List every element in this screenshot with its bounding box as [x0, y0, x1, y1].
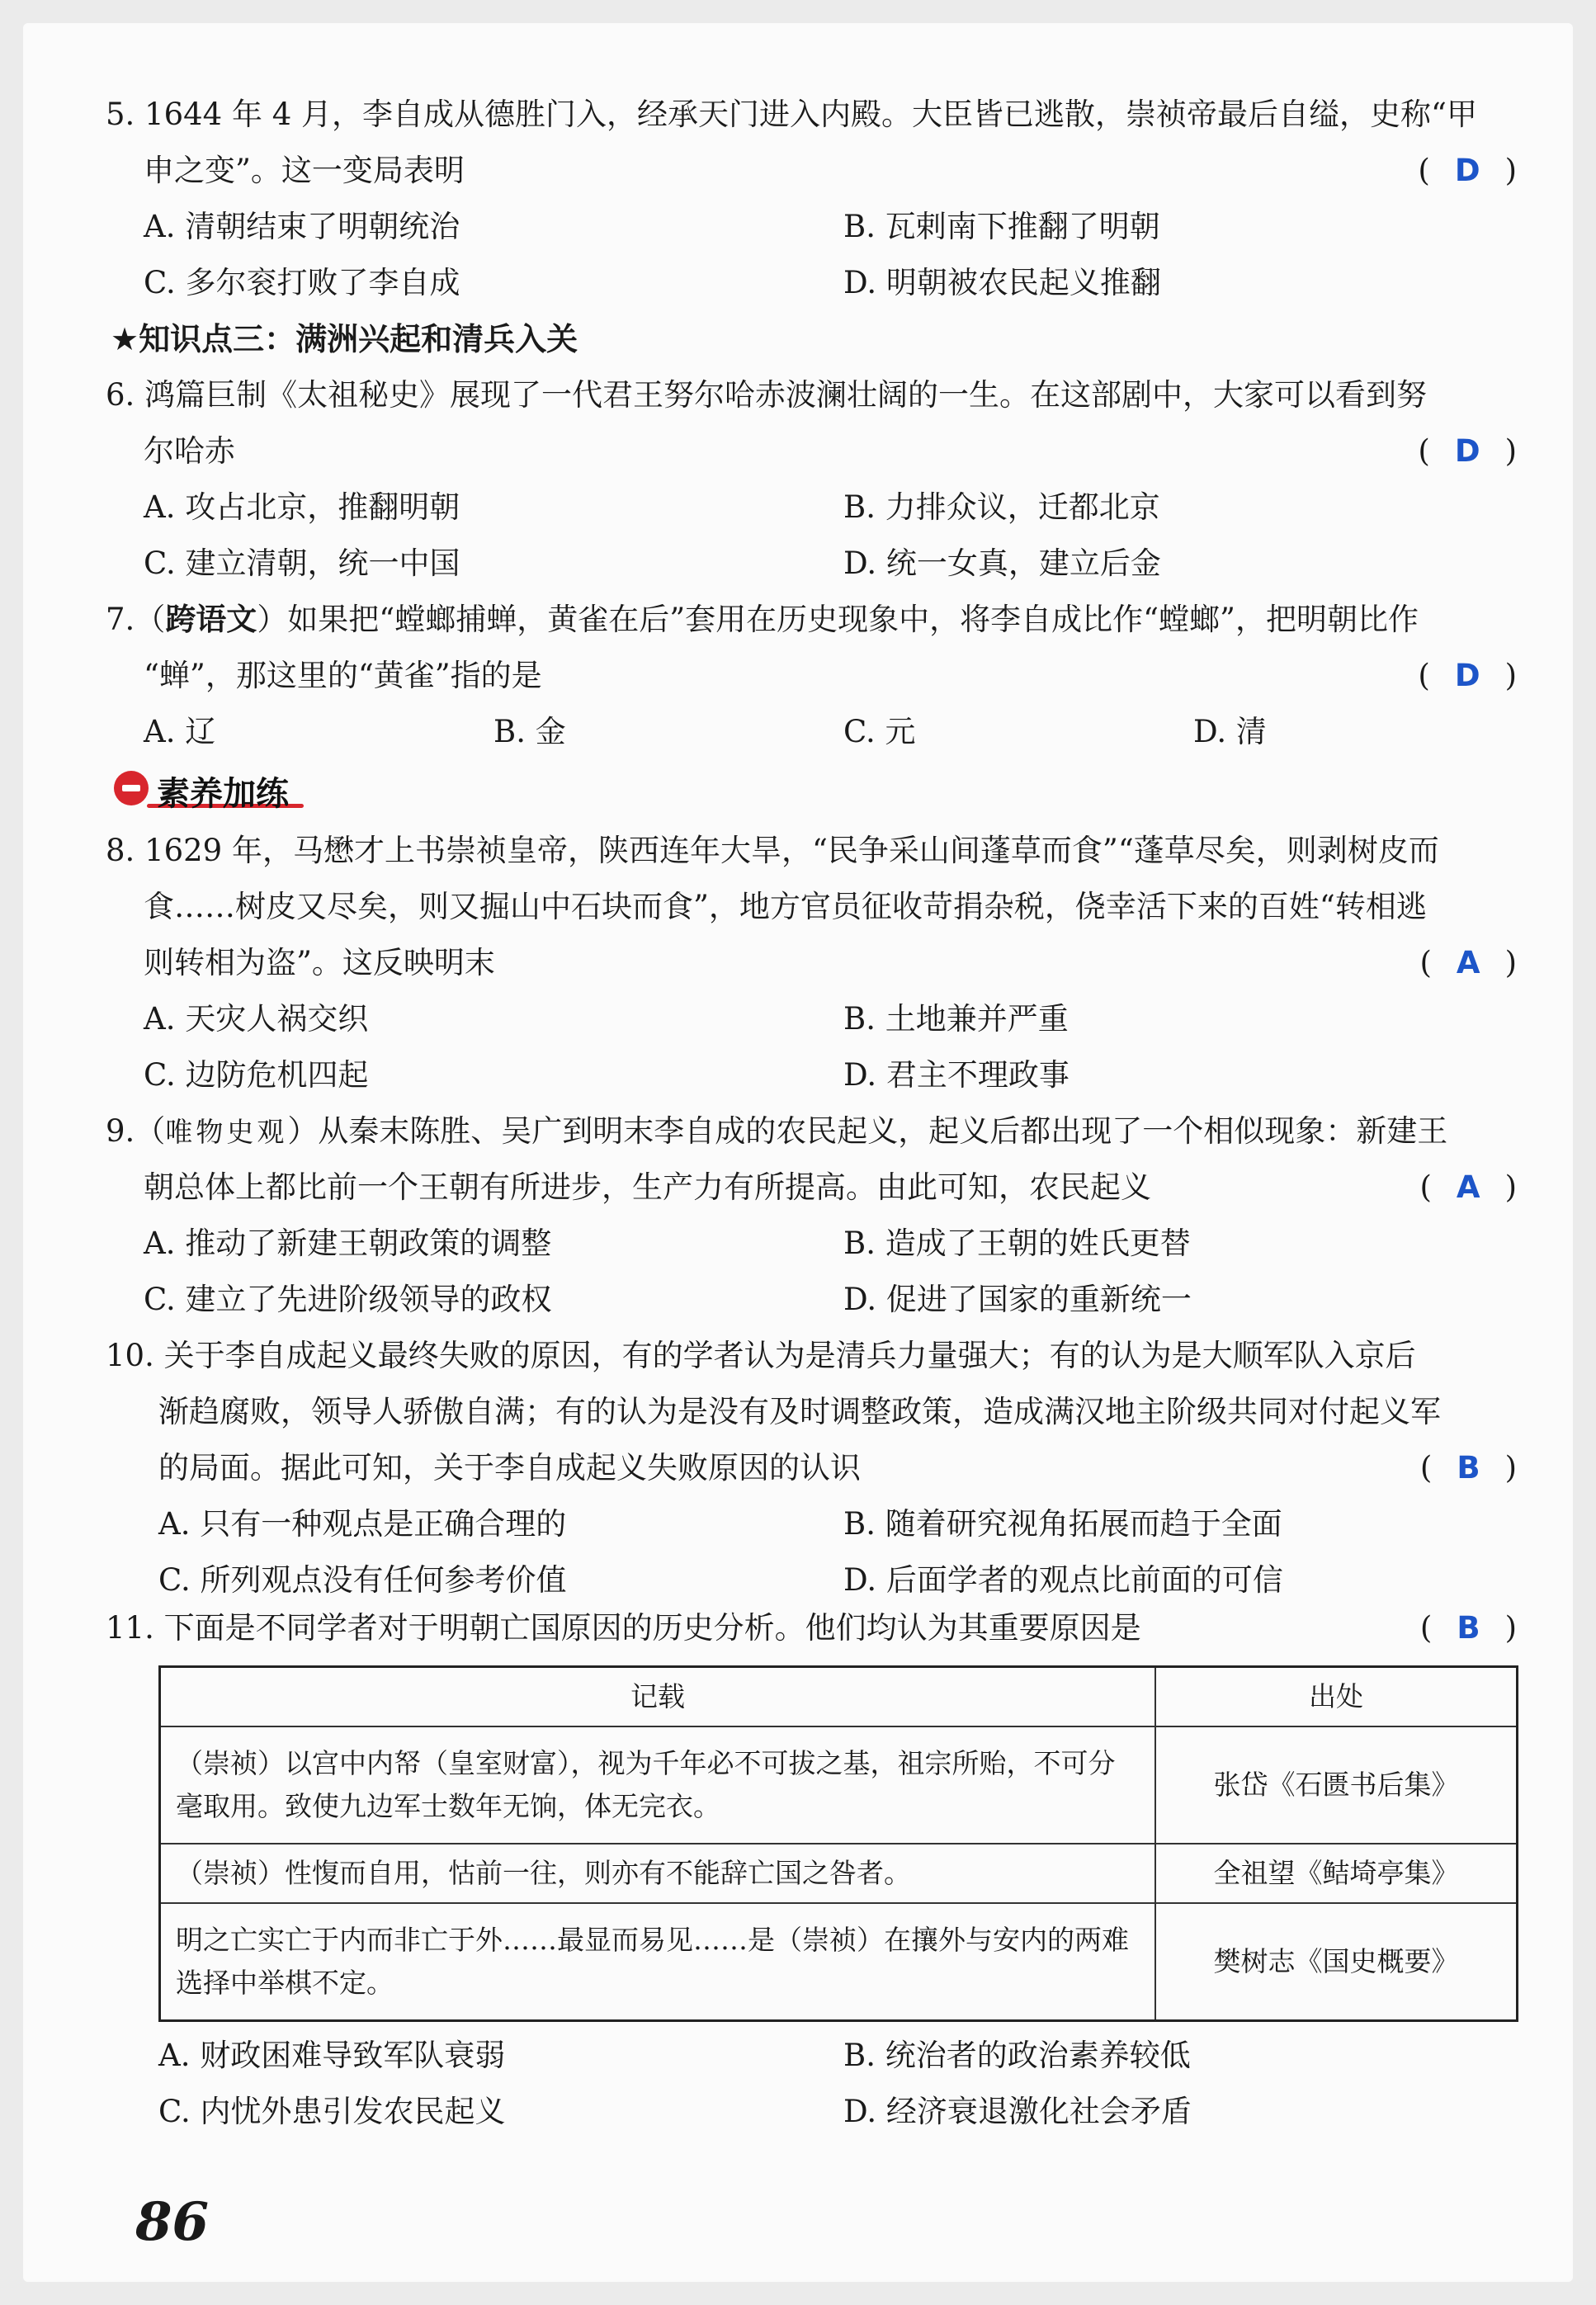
q9-tag: 唯物史观 [165, 1116, 288, 1148]
table-row [160, 1903, 1518, 2021]
q11-option-a: A. 财政困难导致军队衰弱 [158, 2038, 506, 2073]
table-cell-record: （崇祯）性愎而自用，怙前一往，则亦有不能辞亡国之咎者。 [160, 1844, 1156, 1903]
q10-option-b: B. 随着研究视角拓展而趋于全面 [843, 1506, 1282, 1542]
table-row [160, 1726, 1518, 1844]
table-cell-record: （崇祯）以宫中内帑（皇室财富），视为千年必不可拔之基，祖宗所贻，不可分毫取用。致使九边军士数年无饷，体无完衣。 [160, 1726, 1156, 1844]
q7-answer: ( D ) [1418, 658, 1517, 693]
q9-answer-letter: A [1456, 1169, 1480, 1205]
q10-stem-line3: 的局面。据此可知，关于李自成起义失败原因的认识 [158, 1450, 861, 1485]
q11-stem-line1: 11. 下面是不同学者对于明朝亡国原因的历史分析。他们均认为其重要原因是 [106, 1610, 1141, 1646]
badge-label: 素养加练 [157, 775, 289, 813]
q5-stem-line2: 申之变”。这一变局表明 [144, 153, 465, 188]
q5-answer-letter: D [1454, 153, 1480, 188]
q6-stem-line2: 尔哈赤 [144, 433, 235, 469]
q6-option-b: B. 力排众议，迁都北京 [843, 489, 1160, 525]
q8-stem-line1: 8. 1629 年，马懋才上书崇祯皇帝，陕西连年大旱，“民争采山间蓬草而食”“蓬草尽矣，则剥树皮而 [106, 833, 1439, 868]
table-cell-source: 张岱《石匮书后集》 [1155, 1726, 1518, 1844]
q6-answer-letter: D [1454, 433, 1480, 469]
q10-answer: ( B ) [1419, 1450, 1517, 1485]
q9-option-a: A. 推动了新建王朝政策的调整 [144, 1226, 552, 1261]
q8-answer-letter: A [1456, 945, 1480, 980]
q7-stem-line1 [106, 601, 1419, 639]
q8-stem-line2: 食……树皮又尽矣，则又掘山中石块而食”，地方官员征收苛捐杂税，侥幸活下来的百姓“转相逃 [144, 889, 1427, 924]
q5-option-c: C. 多尔衮打败了李自成 [144, 265, 460, 300]
q7-tag: 跨语文 [165, 602, 257, 637]
q6-stem-line1: 6. 鸿篇巨制《太祖秘史》展现了一代君王努尔哈赤波澜壮阔的一生。在这部剧中，大家可以看到努 [106, 377, 1428, 413]
history-table [158, 1665, 1518, 2022]
q10-option-d: D. 后面学者的观点比前面的可信 [843, 1562, 1283, 1598]
q9-stem-line1 [106, 1112, 1447, 1151]
q10-stem-line1: 10. 关于李自成起义最终失败的原因，有的学者认为是清兵力量强大；有的认为是大顺军队入京后 [106, 1338, 1416, 1373]
q9-number: 9.（ [106, 1113, 166, 1149]
q11-option-c: C. 内忧外患引发农民起义 [158, 2094, 506, 2129]
table-cell-source: 樊树志《国史概要》 [1155, 1903, 1518, 2021]
q9-stem-line2: 朝总体上都比前一个王朝有所进步，生产力有所提高。由此可知，农民起义 [144, 1169, 1151, 1205]
arrow-icon [114, 771, 149, 805]
q9-answer: ( A ) [1419, 1169, 1517, 1205]
q9-stem-text: ）从秦末陈胜、吴广到明末李自成的农民起义，起义后都出现了一个相似现象：新建王 [287, 1113, 1448, 1149]
q7-option-a: A. 辽 [144, 714, 216, 749]
q7-stem-line2: “蝉”，那这里的“黄雀”指的是 [144, 658, 542, 693]
q8-option-d: D. 君主不理政事 [843, 1057, 1070, 1093]
table-cell-source: 全祖望《鲒埼亭集》 [1155, 1844, 1518, 1903]
q5-option-a: A. 清朝结束了明朝统治 [144, 209, 460, 244]
table-header-row [160, 1667, 1518, 1727]
q6-option-d: D. 统一女真，建立后金 [843, 546, 1161, 581]
q11-option-b: B. 统治者的政治素养较低 [843, 2038, 1191, 2073]
table-header-record: 记载 [160, 1667, 1156, 1727]
section-heading: ★知识点三：满洲兴起和清兵入关 [111, 321, 578, 357]
q6-option-c: C. 建立清朝，统一中国 [144, 546, 460, 581]
q5-answer: ( D ) [1418, 153, 1517, 188]
q7-answer-letter: D [1454, 658, 1480, 693]
q10-stem-line2: 渐趋腐败，领导人骄傲自满；有的认为是没有及时调整政策，造成满汉地主阶级共同对付起义军 [158, 1394, 1441, 1429]
q11-option-d: D. 经济衰退激化社会矛盾 [843, 2094, 1192, 2129]
q6-answer: ( D ) [1418, 433, 1517, 469]
q7-option-d: D. 清 [1193, 714, 1267, 749]
q9-option-d: D. 促进了国家的重新统一 [843, 1282, 1192, 1317]
table-cell-record: 明之亡实亡于内而非亡于外……最显而易见……是（崇祯）在攘外与安内的两难选择中举棋不定。 [160, 1903, 1156, 2021]
q7-number: 7.（ [106, 602, 166, 637]
q8-option-a: A. 天灾人祸交织 [144, 1001, 369, 1037]
q8-option-c: C. 边防危机四起 [144, 1057, 369, 1093]
q8-option-b: B. 土地兼并严重 [843, 1001, 1069, 1037]
q5-stem-line1: 5. 1644 年 4 月，李自成从德胜门入，经承天门进入内殿。大臣皆已逃散，崇祯帝最后自缢，史称“甲 [106, 97, 1477, 132]
q8-stem-line3: 则转相为盗”。这反映明末 [144, 945, 495, 980]
q11-answer: ( B ) [1419, 1610, 1517, 1646]
q11-answer-letter: B [1457, 1610, 1480, 1646]
q7-stem-text: ）如果把“螳螂捕蝉，黄雀在后”套用在历史现象中，将李自成比作“螳螂”，把明朝比作 [257, 602, 1419, 637]
q5-option-d: D. 明朝被农民起义推翻 [843, 265, 1161, 300]
q5-option-b: B. 瓦剌南下推翻了明朝 [843, 209, 1160, 244]
q8-answer: ( A ) [1419, 945, 1517, 980]
section-badge [114, 766, 328, 812]
q10-answer-letter: B [1457, 1450, 1480, 1485]
q9-option-b: B. 造成了王朝的姓氏更替 [843, 1226, 1191, 1261]
table-row [160, 1844, 1518, 1903]
q6-option-a: A. 攻占北京，推翻明朝 [144, 489, 460, 525]
page-number: 86 [135, 2191, 210, 2253]
q7-option-c: C. 元 [843, 714, 916, 749]
q10-option-c: C. 所列观点没有任何参考价值 [158, 1562, 567, 1598]
q7-option-b: B. 金 [493, 714, 566, 749]
q9-option-c: C. 建立了先进阶级领导的政权 [144, 1282, 552, 1317]
table-header-source: 出处 [1155, 1667, 1518, 1727]
q10-option-a: A. 只有一种观点是正确合理的 [158, 1506, 567, 1542]
